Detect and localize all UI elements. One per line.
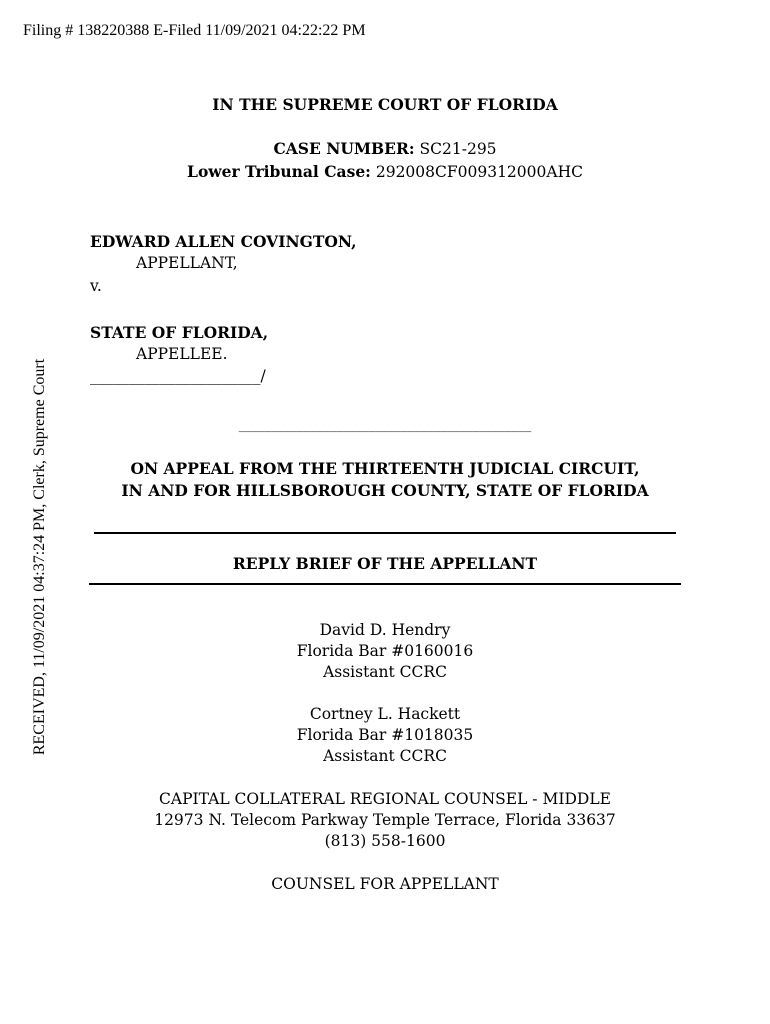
counsel-role: COUNSEL FOR APPELLANT bbox=[271, 875, 499, 893]
appellee-name: STATE OF FLORIDA, bbox=[90, 323, 269, 342]
title-rule-bottom bbox=[89, 583, 681, 585]
appellee-role: APPELLEE. bbox=[136, 345, 228, 363]
counsel-1-bar: Florida Bar #0160016 bbox=[296, 642, 474, 660]
versus: v. bbox=[90, 277, 102, 295]
appeal-line-1: ON APPEAL FROM THE THIRTEENTH JUDICIAL CIRCUIT, bbox=[130, 459, 640, 478]
appellant-role: APPELLANT, bbox=[136, 254, 238, 272]
counsel-2-title: Assistant CCRC bbox=[323, 747, 447, 765]
separator-line: _____________________________________________ bbox=[238, 418, 532, 433]
caption-closing-line: ______________________/ bbox=[90, 367, 266, 385]
counsel-1-title: Assistant CCRC bbox=[323, 663, 447, 681]
appeal-line-2: IN AND FOR HILLSBOROUGH COUNTY, STATE OF FLORIDA bbox=[121, 481, 649, 500]
case-number: SC21-295 bbox=[419, 140, 497, 158]
court-title: IN THE SUPREME COURT OF FLORIDA bbox=[212, 95, 558, 114]
counsel-1-name: David D. Hendry bbox=[319, 621, 451, 639]
received-stamp: RECEIVED, 11/09/2021 04:37:24 PM, Clerk, Supreme Court bbox=[31, 358, 48, 756]
lower-case-number: 292008CF009312000AHC bbox=[375, 163, 583, 181]
office-address: 12973 N. Telecom Parkway Temple Terrace, Florida 33637 bbox=[154, 811, 616, 829]
brief-title: REPLY BRIEF OF THE APPELLANT bbox=[232, 554, 538, 573]
office-phone: (813) 558-1600 bbox=[324, 832, 446, 850]
title-rule-top bbox=[94, 532, 676, 534]
counsel-2-name: Cortney L. Hackett bbox=[309, 705, 461, 723]
office-name: CAPITAL COLLATERAL REGIONAL COUNSEL - MIDDLE bbox=[159, 790, 611, 808]
case-number-label: CASE NUMBER: bbox=[273, 139, 415, 158]
lower-case-label: Lower Tribunal Case: bbox=[187, 162, 371, 181]
case-number-line bbox=[0, 138, 770, 160]
counsel-2-bar: Florida Bar #1018035 bbox=[296, 726, 474, 744]
appellant-name: EDWARD ALLEN COVINGTON, bbox=[90, 232, 357, 251]
lower-case-line bbox=[0, 161, 770, 183]
filing-stamp: Filing # 138220388 E-Filed 11/09/2021 04:22:22 PM bbox=[23, 22, 366, 39]
